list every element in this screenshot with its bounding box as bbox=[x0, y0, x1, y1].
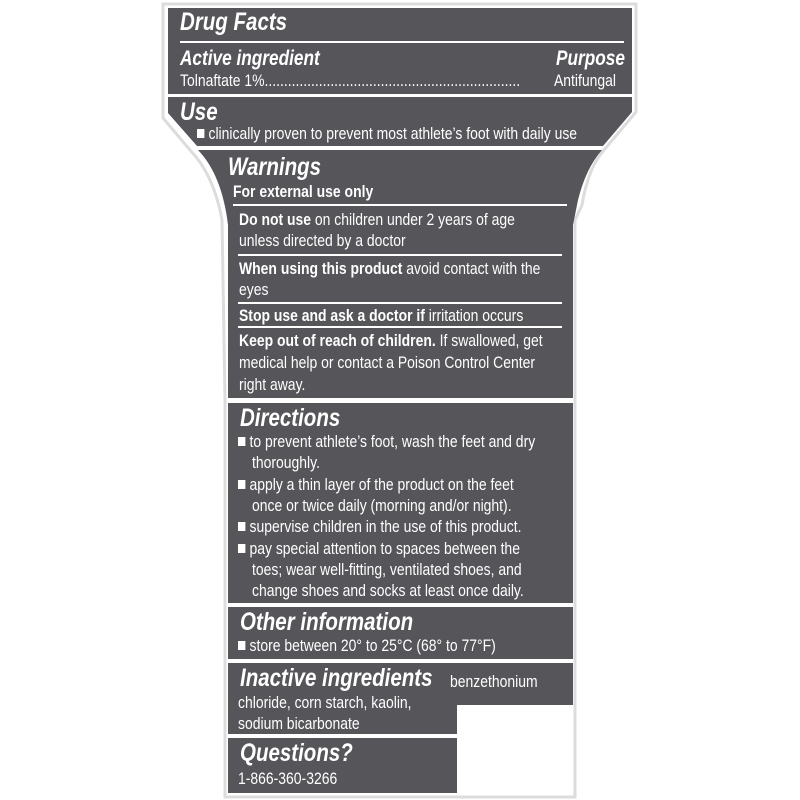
keep-out-line1: Keep out of reach of children. If swallowed, get bbox=[239, 331, 543, 350]
purpose-heading: Purpose bbox=[556, 47, 625, 70]
direction-item: to prevent athlete’s foot, wash the feet and dry bbox=[238, 433, 535, 450]
other-information-item: store between 20° to 25°C (68° to 77°F) bbox=[238, 637, 496, 654]
keep-out-line2: medical help or contact a Poison Control Center bbox=[239, 353, 535, 372]
questions-phone: 1-866-360-3266 bbox=[238, 769, 338, 788]
bullet-icon bbox=[238, 437, 245, 446]
direction-item: supervise children in the use of this product. bbox=[238, 518, 521, 535]
when-using-line1: When using this product avoid contact with the bbox=[239, 259, 541, 278]
bullet-icon bbox=[238, 544, 245, 553]
keep-out-line3: right away. bbox=[239, 375, 306, 394]
bullet-icon bbox=[238, 522, 245, 531]
direction-item-cont: thoroughly. bbox=[252, 453, 320, 472]
divider bbox=[238, 254, 562, 256]
bullet-icon bbox=[238, 641, 245, 650]
dot-leader: .................................................................. bbox=[264, 71, 521, 90]
other-information-heading: Other information bbox=[240, 608, 414, 636]
divider bbox=[238, 302, 562, 304]
ingredient-name: Tolnaftate 1% bbox=[180, 71, 265, 90]
warnings-heading: Warnings bbox=[228, 153, 322, 181]
direction-item: pay special attention to spaces between the bbox=[238, 540, 520, 557]
divider bbox=[233, 204, 567, 206]
bullet-icon bbox=[197, 129, 204, 138]
inactive-ingredients-heading: Inactive ingredients bbox=[240, 664, 433, 692]
divider bbox=[238, 326, 562, 328]
stop-use-warning: Stop use and ask a doctor if irritation occurs bbox=[239, 306, 524, 325]
do-not-use-line1: Do not use on children under 2 years of age bbox=[239, 210, 515, 229]
ingredient-purpose: Antifungal bbox=[554, 71, 617, 90]
inactive-ingredients-line1: benzethonium bbox=[450, 672, 538, 691]
use-heading: Use bbox=[180, 98, 218, 126]
inactive-ingredients-line2: chloride, corn starch, kaolin, bbox=[238, 693, 412, 712]
direction-item-cont: change shoes and socks at least once daily. bbox=[252, 581, 524, 600]
active-ingredient-heading: Active ingredient bbox=[180, 47, 320, 70]
when-using-line2: eyes bbox=[239, 280, 269, 299]
direction-item: apply a thin layer of the product on the feet bbox=[238, 476, 514, 493]
questions-heading: Questions? bbox=[240, 739, 353, 767]
directions-heading: Directions bbox=[240, 404, 341, 432]
external-use-warning: For external use only bbox=[233, 182, 374, 201]
active-ingredient-row bbox=[180, 72, 520, 89]
direction-item-cont: toes; wear well-fitting, ventilated shoes, and bbox=[252, 560, 522, 579]
inactive-ingredients-line3: sodium bicarbonate bbox=[238, 714, 360, 733]
drug-facts-title: Drug Facts bbox=[180, 8, 288, 36]
do-not-use-line2: unless directed by a doctor bbox=[239, 231, 406, 250]
bullet-icon bbox=[238, 480, 245, 489]
use-item: clinically proven to prevent most athlete’s foot with daily use bbox=[197, 125, 577, 142]
direction-item-cont: once or twice daily (morning and/or night). bbox=[252, 496, 512, 515]
divider bbox=[180, 41, 624, 43]
